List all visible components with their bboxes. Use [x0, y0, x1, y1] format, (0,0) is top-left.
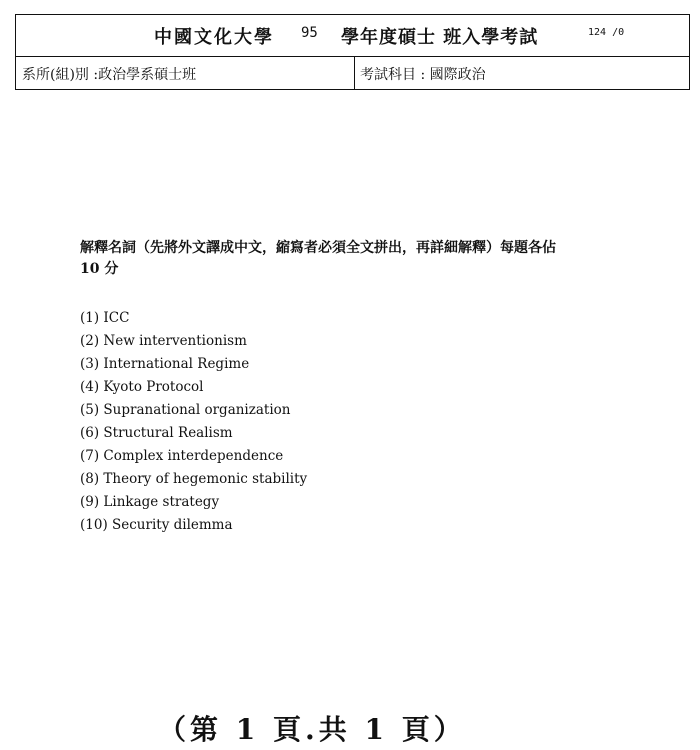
instruction-line-1: 解釋名詞（先將外文譯成中文，縮寫者必須全文拼出，再詳細解釋）每題各佔 [80, 240, 556, 256]
term-item: (3) International Regime [80, 356, 250, 372]
exam-title: 學年度碩士 班入學考試 [341, 27, 539, 48]
subject-label: 考試科目 : 國際政治 [360, 67, 486, 83]
page-code: 124 /0 [588, 27, 625, 38]
term-item: (1) ICC [80, 310, 130, 326]
term-item: (6) Structural Realism [80, 425, 233, 441]
page-footer: （第 1 頁.共 1 頁） [158, 713, 466, 746]
term-item: (4) Kyoto Protocol [80, 379, 204, 395]
term-item: (8) Theory of hegemonic stability [80, 471, 308, 487]
department-label: 系所(組)別 :政治學系碩士班 [22, 67, 197, 83]
term-item: (2) New interventionism [80, 333, 247, 349]
exam-header [15, 14, 690, 90]
university-name: 中國文化大學 [154, 27, 274, 48]
term-item: (7) Complex interdependence [80, 448, 284, 464]
instruction-line-2: 10 分 [80, 261, 119, 277]
term-item: (10) Security dilemma [80, 517, 233, 533]
header-title-row [16, 15, 689, 57]
instructions [80, 238, 610, 280]
term-item: (9) Linkage strategy [80, 494, 220, 510]
header-info-row [16, 57, 689, 89]
header-divider [354, 57, 355, 89]
academic-year: 95 [301, 25, 318, 41]
term-item: (5) Supranational organization [80, 402, 291, 418]
term-list [80, 307, 307, 537]
